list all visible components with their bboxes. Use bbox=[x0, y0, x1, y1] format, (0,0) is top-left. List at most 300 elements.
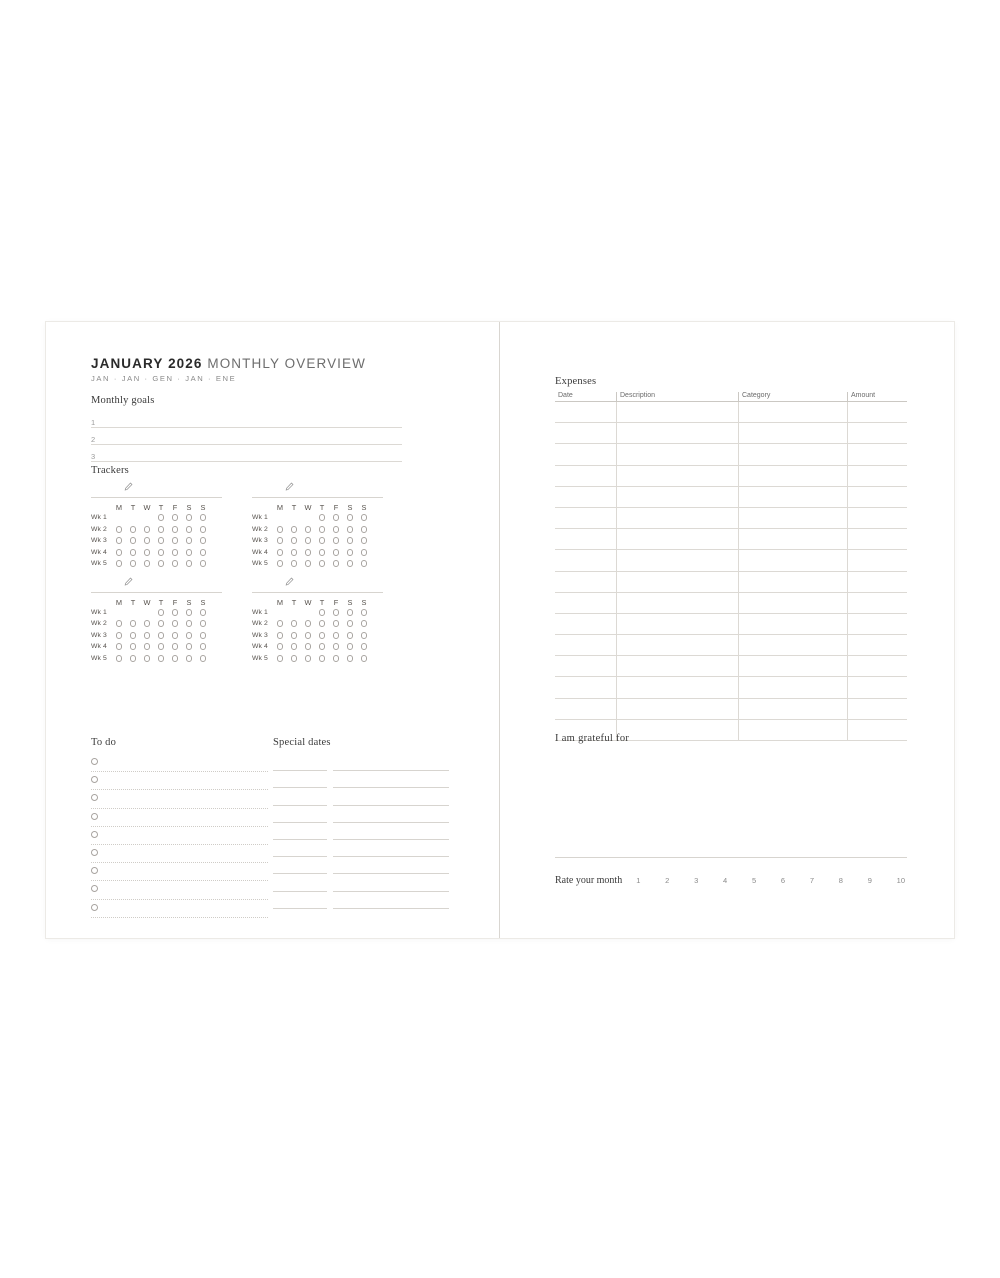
tracker-cell[interactable] bbox=[168, 560, 182, 567]
tracker-dot bbox=[305, 560, 312, 567]
tracker-cell[interactable] bbox=[343, 632, 357, 639]
todo-checkbox[interactable] bbox=[91, 813, 98, 820]
rate-number[interactable]: 9 bbox=[867, 876, 872, 885]
tracker-cell[interactable] bbox=[301, 514, 315, 521]
special-date-row[interactable] bbox=[273, 806, 449, 823]
tracker-day-label: M bbox=[115, 503, 123, 512]
expense-cell-date[interactable] bbox=[555, 698, 617, 719]
expense-cell-amount[interactable] bbox=[848, 402, 908, 423]
expense-cell-description[interactable] bbox=[617, 529, 739, 550]
tracker-cell[interactable] bbox=[112, 643, 126, 650]
tracker-cell[interactable] bbox=[196, 514, 210, 521]
tracker-cell[interactable] bbox=[273, 549, 287, 556]
column-header-date: Date bbox=[555, 392, 617, 402]
expense-cell-amount[interactable] bbox=[848, 656, 908, 677]
expense-cell-category[interactable] bbox=[739, 529, 848, 550]
goal-row[interactable] bbox=[91, 428, 402, 445]
tracker-cell[interactable] bbox=[126, 560, 140, 567]
tracker-cell[interactable] bbox=[112, 537, 126, 544]
expense-cell-amount[interactable] bbox=[848, 571, 908, 592]
rate-number[interactable]: 1 bbox=[636, 876, 641, 885]
expense-cell-date[interactable] bbox=[555, 635, 617, 656]
special-date-day-field[interactable] bbox=[273, 839, 327, 857]
rate-number[interactable]: 3 bbox=[694, 876, 699, 885]
expense-cell-date[interactable] bbox=[555, 423, 617, 444]
special-date-text-field[interactable] bbox=[333, 891, 449, 909]
expense-cell-date[interactable] bbox=[555, 486, 617, 507]
tracker-cell[interactable] bbox=[182, 655, 196, 662]
tracker-dot bbox=[305, 526, 312, 533]
expense-cell-description[interactable] bbox=[617, 423, 739, 444]
todo-row[interactable] bbox=[91, 863, 268, 881]
tracker-cell[interactable] bbox=[112, 514, 126, 521]
rate-number[interactable]: 6 bbox=[780, 876, 786, 885]
expense-cell-date[interactable] bbox=[555, 571, 617, 592]
tracker-dot bbox=[200, 560, 207, 567]
tracker-cell[interactable] bbox=[112, 609, 126, 616]
goal-row[interactable] bbox=[91, 445, 402, 462]
tracker-cell[interactable] bbox=[140, 514, 154, 521]
expense-cell-date[interactable] bbox=[555, 444, 617, 465]
expense-cell-category[interactable] bbox=[739, 423, 848, 444]
expense-cell-category[interactable] bbox=[739, 402, 848, 423]
tracker-cell[interactable] bbox=[357, 560, 371, 567]
expense-cell-description[interactable] bbox=[617, 571, 739, 592]
tracker-cell[interactable] bbox=[343, 537, 357, 544]
tracker-cell[interactable] bbox=[343, 609, 357, 616]
tracker-cell[interactable] bbox=[126, 526, 140, 533]
expense-cell-amount[interactable] bbox=[848, 507, 908, 528]
tracker-cell[interactable] bbox=[343, 549, 357, 556]
expense-cell-description[interactable] bbox=[617, 592, 739, 613]
tracker-cell[interactable] bbox=[357, 514, 371, 521]
tracker-cell[interactable] bbox=[329, 526, 343, 533]
tracker-cell[interactable] bbox=[315, 643, 329, 650]
rate-number[interactable]: 7 bbox=[809, 876, 815, 885]
tracker-cell[interactable] bbox=[329, 560, 343, 567]
expense-cell-description[interactable] bbox=[617, 486, 739, 507]
special-date-row[interactable] bbox=[273, 823, 449, 840]
tracker-cell[interactable] bbox=[315, 514, 329, 521]
tracker-cell[interactable] bbox=[126, 537, 140, 544]
tracker-cell[interactable] bbox=[315, 632, 329, 639]
tracker-cell[interactable] bbox=[301, 537, 315, 544]
tracker-cell[interactable] bbox=[154, 620, 168, 627]
tracker-cell[interactable] bbox=[315, 655, 329, 662]
tracker-cell[interactable] bbox=[287, 526, 301, 533]
tracker-cell[interactable] bbox=[329, 609, 343, 616]
expense-cell-date[interactable] bbox=[555, 529, 617, 550]
expense-cell-amount[interactable] bbox=[848, 486, 908, 507]
expense-cell-category[interactable] bbox=[739, 677, 848, 698]
tracker-cell[interactable] bbox=[168, 620, 182, 627]
tracker-title-input[interactable] bbox=[91, 484, 222, 498]
tracker-cell[interactable] bbox=[301, 609, 315, 616]
tracker-cell[interactable] bbox=[112, 526, 126, 533]
tracker-cell[interactable] bbox=[112, 560, 126, 567]
special-date-row[interactable] bbox=[273, 874, 449, 891]
tracker-cell[interactable] bbox=[196, 655, 210, 662]
todo-row[interactable] bbox=[91, 809, 268, 827]
grateful-writing-area[interactable] bbox=[555, 857, 907, 858]
expense-cell-date[interactable] bbox=[555, 613, 617, 634]
tracker-cell[interactable] bbox=[273, 560, 287, 567]
table-row[interactable] bbox=[555, 444, 907, 465]
expense-cell-category[interactable] bbox=[739, 465, 848, 486]
tracker-title-input[interactable] bbox=[252, 484, 383, 498]
tracker-cell[interactable] bbox=[287, 655, 301, 662]
expense-cell-amount[interactable] bbox=[848, 698, 908, 719]
special-date-day-field[interactable] bbox=[273, 822, 327, 840]
tracker-cell[interactable] bbox=[343, 526, 357, 533]
todo-checkbox[interactable] bbox=[91, 831, 98, 838]
tracker-cell[interactable] bbox=[140, 643, 154, 650]
tracker-cell[interactable] bbox=[273, 526, 287, 533]
expense-cell-description[interactable] bbox=[617, 613, 739, 634]
tracker-cell[interactable] bbox=[287, 514, 301, 521]
tracker-cell[interactable] bbox=[287, 560, 301, 567]
tracker-dot bbox=[347, 620, 354, 627]
table-row[interactable] bbox=[555, 571, 907, 592]
tracker-cell[interactable] bbox=[112, 655, 126, 662]
tracker-cell[interactable] bbox=[168, 549, 182, 556]
special-date-row[interactable] bbox=[273, 754, 449, 771]
tracker-cell[interactable] bbox=[343, 655, 357, 662]
tracker-cell[interactable] bbox=[140, 632, 154, 639]
todo-row[interactable] bbox=[91, 790, 268, 808]
expense-cell-category[interactable] bbox=[739, 635, 848, 656]
tracker-cell[interactable] bbox=[168, 526, 182, 533]
tracker-cell[interactable] bbox=[154, 514, 168, 521]
expense-cell-description[interactable] bbox=[617, 635, 739, 656]
tracker-cell[interactable] bbox=[329, 549, 343, 556]
tracker-cell[interactable] bbox=[168, 514, 182, 521]
todo-row[interactable] bbox=[91, 827, 268, 845]
expense-cell-amount[interactable] bbox=[848, 592, 908, 613]
tracker-cell[interactable] bbox=[182, 514, 196, 521]
tracker-cell[interactable] bbox=[126, 549, 140, 556]
tracker-cell[interactable] bbox=[112, 632, 126, 639]
tracker-cell[interactable] bbox=[315, 549, 329, 556]
special-date-text-field[interactable] bbox=[333, 770, 449, 788]
todo-checkbox[interactable] bbox=[91, 776, 98, 783]
special-date-day-field[interactable] bbox=[273, 787, 327, 805]
expense-cell-category[interactable] bbox=[739, 571, 848, 592]
table-row[interactable] bbox=[555, 698, 907, 719]
goal-row[interactable] bbox=[91, 411, 402, 428]
special-date-day-field[interactable] bbox=[273, 805, 327, 823]
tracker-cell[interactable] bbox=[273, 609, 287, 616]
rate-number[interactable]: 10 bbox=[896, 876, 905, 885]
tracker-cell[interactable] bbox=[154, 655, 168, 662]
todo-row[interactable] bbox=[91, 900, 268, 918]
expense-cell-date[interactable] bbox=[555, 656, 617, 677]
tracker-cell[interactable] bbox=[168, 632, 182, 639]
tracker-cell[interactable] bbox=[287, 643, 301, 650]
tracker-cell[interactable] bbox=[140, 560, 154, 567]
tracker-cell[interactable] bbox=[154, 549, 168, 556]
special-date-row[interactable] bbox=[273, 771, 449, 788]
tracker-cell[interactable] bbox=[357, 620, 371, 627]
tracker-dot bbox=[172, 643, 179, 650]
tracker-week-label: Wk 1 bbox=[252, 514, 268, 522]
tracker-cell[interactable] bbox=[357, 537, 371, 544]
tracker-cell[interactable] bbox=[273, 537, 287, 544]
special-date-text-field[interactable] bbox=[333, 753, 449, 771]
tracker-cell[interactable] bbox=[140, 526, 154, 533]
tracker-cell[interactable] bbox=[315, 560, 329, 567]
expense-cell-category[interactable] bbox=[739, 698, 848, 719]
rate-number[interactable]: 5 bbox=[751, 876, 757, 885]
expense-cell-amount[interactable] bbox=[848, 465, 908, 486]
tracker-cell[interactable] bbox=[154, 643, 168, 650]
tracker-cell[interactable] bbox=[126, 655, 140, 662]
tracker-cell[interactable] bbox=[168, 537, 182, 544]
tracker-cell[interactable] bbox=[315, 537, 329, 544]
special-date-day-field[interactable] bbox=[273, 753, 327, 771]
tracker-cell[interactable] bbox=[126, 609, 140, 616]
tracker-cell[interactable] bbox=[154, 560, 168, 567]
tracker-cell[interactable] bbox=[140, 609, 154, 616]
tracker-cell[interactable] bbox=[357, 609, 371, 616]
todo-checkbox[interactable] bbox=[91, 885, 98, 892]
tracker-cell[interactable] bbox=[329, 632, 343, 639]
tracker-cell[interactable] bbox=[357, 655, 371, 662]
tracker-cell[interactable] bbox=[301, 632, 315, 639]
tracker-cell[interactable] bbox=[301, 549, 315, 556]
expense-cell-category[interactable] bbox=[739, 613, 848, 634]
tracker-dot bbox=[144, 514, 151, 521]
special-date-day-field[interactable] bbox=[273, 770, 327, 788]
tracker-cell[interactable] bbox=[301, 655, 315, 662]
special-date-row[interactable] bbox=[273, 892, 449, 909]
tracker-cell[interactable] bbox=[287, 620, 301, 627]
tracker-cell[interactable] bbox=[154, 632, 168, 639]
table-row[interactable] bbox=[555, 423, 907, 444]
table-row[interactable] bbox=[555, 592, 907, 613]
tracker-cell[interactable] bbox=[196, 549, 210, 556]
tracker-cell[interactable] bbox=[273, 655, 287, 662]
tracker-cell[interactable] bbox=[154, 537, 168, 544]
tracker-cell[interactable] bbox=[168, 643, 182, 650]
tracker-cell[interactable] bbox=[140, 537, 154, 544]
table-row[interactable] bbox=[555, 486, 907, 507]
special-date-text-field[interactable] bbox=[333, 873, 449, 891]
expense-cell-amount[interactable] bbox=[848, 613, 908, 634]
expense-cell-date[interactable] bbox=[555, 677, 617, 698]
tracker-cell[interactable] bbox=[343, 643, 357, 650]
tracker-dot bbox=[347, 560, 354, 567]
table-row[interactable] bbox=[555, 465, 907, 486]
tracker-cell[interactable] bbox=[273, 620, 287, 627]
rate-number[interactable]: 8 bbox=[838, 876, 843, 885]
tracker-dot bbox=[186, 537, 193, 544]
table-row[interactable] bbox=[555, 529, 907, 550]
tracker-cell[interactable] bbox=[273, 632, 287, 639]
tracker-title-input[interactable] bbox=[252, 579, 383, 593]
tracker-cell[interactable] bbox=[329, 514, 343, 521]
tracker-cell[interactable] bbox=[329, 620, 343, 627]
expense-cell-category[interactable] bbox=[739, 592, 848, 613]
tracker-cell[interactable] bbox=[196, 526, 210, 533]
tracker-cell[interactable] bbox=[126, 620, 140, 627]
tracker-cell[interactable] bbox=[301, 526, 315, 533]
tracker-cell[interactable] bbox=[343, 560, 357, 567]
expense-cell-amount[interactable] bbox=[848, 529, 908, 550]
expense-cell-description[interactable] bbox=[617, 698, 739, 719]
tracker-dot bbox=[116, 549, 123, 556]
tracker-cell[interactable] bbox=[343, 620, 357, 627]
tracker-cell[interactable] bbox=[196, 560, 210, 567]
tracker-cell[interactable] bbox=[287, 609, 301, 616]
tracker-cell[interactable] bbox=[273, 514, 287, 521]
tracker-cell[interactable] bbox=[126, 514, 140, 521]
expense-cell-description[interactable] bbox=[617, 507, 739, 528]
tracker-dot bbox=[291, 609, 298, 616]
table-row[interactable] bbox=[555, 613, 907, 634]
tracker-cell[interactable] bbox=[357, 632, 371, 639]
tracker-cell[interactable] bbox=[196, 609, 210, 616]
tracker-cell[interactable] bbox=[343, 514, 357, 521]
todo-checkbox[interactable] bbox=[91, 758, 98, 765]
expense-cell-category[interactable] bbox=[739, 444, 848, 465]
tracker-cell[interactable] bbox=[112, 549, 126, 556]
tracker-cell[interactable] bbox=[273, 643, 287, 650]
expense-cell-description[interactable] bbox=[617, 550, 739, 571]
special-date-text-field[interactable] bbox=[333, 787, 449, 805]
todo-checkbox[interactable] bbox=[91, 849, 98, 856]
expense-cell-amount[interactable] bbox=[848, 423, 908, 444]
tracker-cell[interactable] bbox=[182, 643, 196, 650]
expense-cell-amount[interactable] bbox=[848, 444, 908, 465]
tracker-cell[interactable] bbox=[126, 643, 140, 650]
expense-cell-category[interactable] bbox=[739, 656, 848, 677]
tracker-title-input[interactable] bbox=[91, 579, 222, 593]
tracker-cell[interactable] bbox=[154, 609, 168, 616]
tracker-cell[interactable] bbox=[182, 549, 196, 556]
tracker-cell[interactable] bbox=[329, 655, 343, 662]
tracker-cell[interactable] bbox=[168, 655, 182, 662]
special-date-day-field[interactable] bbox=[273, 891, 327, 909]
tracker-cell[interactable] bbox=[112, 620, 126, 627]
tracker-cell[interactable] bbox=[182, 560, 196, 567]
expense-cell-date[interactable] bbox=[555, 465, 617, 486]
expense-cell-amount[interactable] bbox=[848, 635, 908, 656]
todo-row[interactable] bbox=[91, 754, 268, 772]
todo-row[interactable] bbox=[91, 881, 268, 899]
rate-number[interactable]: 2 bbox=[665, 876, 670, 885]
tracker-cell[interactable] bbox=[329, 537, 343, 544]
table-row[interactable] bbox=[555, 507, 907, 528]
expense-cell-date[interactable] bbox=[555, 507, 617, 528]
tracker-cell[interactable] bbox=[357, 526, 371, 533]
tracker-cell[interactable] bbox=[315, 526, 329, 533]
special-date-text-field[interactable] bbox=[333, 822, 449, 840]
expense-cell-category[interactable] bbox=[739, 507, 848, 528]
tracker-cell[interactable] bbox=[182, 620, 196, 627]
special-date-text-field[interactable] bbox=[333, 856, 449, 874]
special-date-text-field[interactable] bbox=[333, 805, 449, 823]
special-date-row[interactable] bbox=[273, 788, 449, 805]
tracker-dot bbox=[130, 620, 137, 627]
tracker-cell[interactable] bbox=[140, 655, 154, 662]
tracker-cell[interactable] bbox=[315, 620, 329, 627]
todo-checkbox[interactable] bbox=[91, 794, 98, 801]
tracker-cell[interactable] bbox=[196, 620, 210, 627]
tracker-cell[interactable] bbox=[182, 632, 196, 639]
tracker-cell[interactable] bbox=[315, 609, 329, 616]
grateful-section bbox=[555, 733, 907, 858]
expense-cell-date[interactable] bbox=[555, 592, 617, 613]
tracker-cell[interactable] bbox=[196, 643, 210, 650]
tracker-week-label: Wk 1 bbox=[91, 514, 107, 522]
expense-cell-amount[interactable] bbox=[848, 550, 908, 571]
expense-cell-category[interactable] bbox=[739, 486, 848, 507]
title-month: JANUARY 2026 bbox=[91, 356, 203, 371]
tracker-dot bbox=[130, 537, 137, 544]
tracker-cell[interactable] bbox=[329, 643, 343, 650]
tracker-dot bbox=[305, 655, 312, 662]
tracker-cell[interactable] bbox=[182, 609, 196, 616]
special-date-row[interactable] bbox=[273, 857, 449, 874]
todo-row[interactable] bbox=[91, 845, 268, 863]
tracker-cell[interactable] bbox=[357, 549, 371, 556]
rate-number[interactable]: 4 bbox=[723, 876, 728, 885]
todo-checkbox[interactable] bbox=[91, 867, 98, 874]
expense-cell-amount[interactable] bbox=[848, 677, 908, 698]
expense-cell-date[interactable] bbox=[555, 550, 617, 571]
tracker-cell[interactable] bbox=[126, 632, 140, 639]
expense-cell-description[interactable] bbox=[617, 465, 739, 486]
tracker-cell[interactable] bbox=[357, 643, 371, 650]
tracker-cell[interactable] bbox=[140, 549, 154, 556]
table-row[interactable] bbox=[555, 550, 907, 571]
tracker-cell[interactable] bbox=[301, 560, 315, 567]
special-date-text-field[interactable] bbox=[333, 839, 449, 857]
special-date-row[interactable] bbox=[273, 840, 449, 857]
table-row[interactable] bbox=[555, 656, 907, 677]
expense-cell-description[interactable] bbox=[617, 444, 739, 465]
table-row[interactable] bbox=[555, 402, 907, 423]
special-date-day-field[interactable] bbox=[273, 856, 327, 874]
tracker-cell[interactable] bbox=[287, 632, 301, 639]
expense-cell-description[interactable] bbox=[617, 656, 739, 677]
tracker-cell[interactable] bbox=[182, 526, 196, 533]
tracker-cell[interactable] bbox=[154, 526, 168, 533]
tracker-cell[interactable] bbox=[301, 620, 315, 627]
tracker-cell[interactable] bbox=[301, 643, 315, 650]
tracker-dot bbox=[319, 526, 326, 533]
special-date-day-field[interactable] bbox=[273, 873, 327, 891]
tracker-dot bbox=[144, 655, 151, 662]
expense-cell-description[interactable] bbox=[617, 677, 739, 698]
expense-cell-description[interactable] bbox=[617, 402, 739, 423]
todo-row[interactable] bbox=[91, 772, 268, 790]
tracker-cell[interactable] bbox=[196, 632, 210, 639]
tracker-cell[interactable] bbox=[182, 537, 196, 544]
tracker-cell[interactable] bbox=[168, 609, 182, 616]
table-row[interactable] bbox=[555, 677, 907, 698]
tracker-cell[interactable] bbox=[287, 549, 301, 556]
expense-cell-date[interactable] bbox=[555, 402, 617, 423]
tracker-cell[interactable] bbox=[287, 537, 301, 544]
tracker-cell[interactable] bbox=[196, 537, 210, 544]
tracker-cell[interactable] bbox=[140, 620, 154, 627]
todo-checkbox[interactable] bbox=[91, 904, 98, 911]
expense-cell-category[interactable] bbox=[739, 550, 848, 571]
table-row[interactable] bbox=[555, 635, 907, 656]
tracker-day-label: S bbox=[186, 597, 192, 607]
